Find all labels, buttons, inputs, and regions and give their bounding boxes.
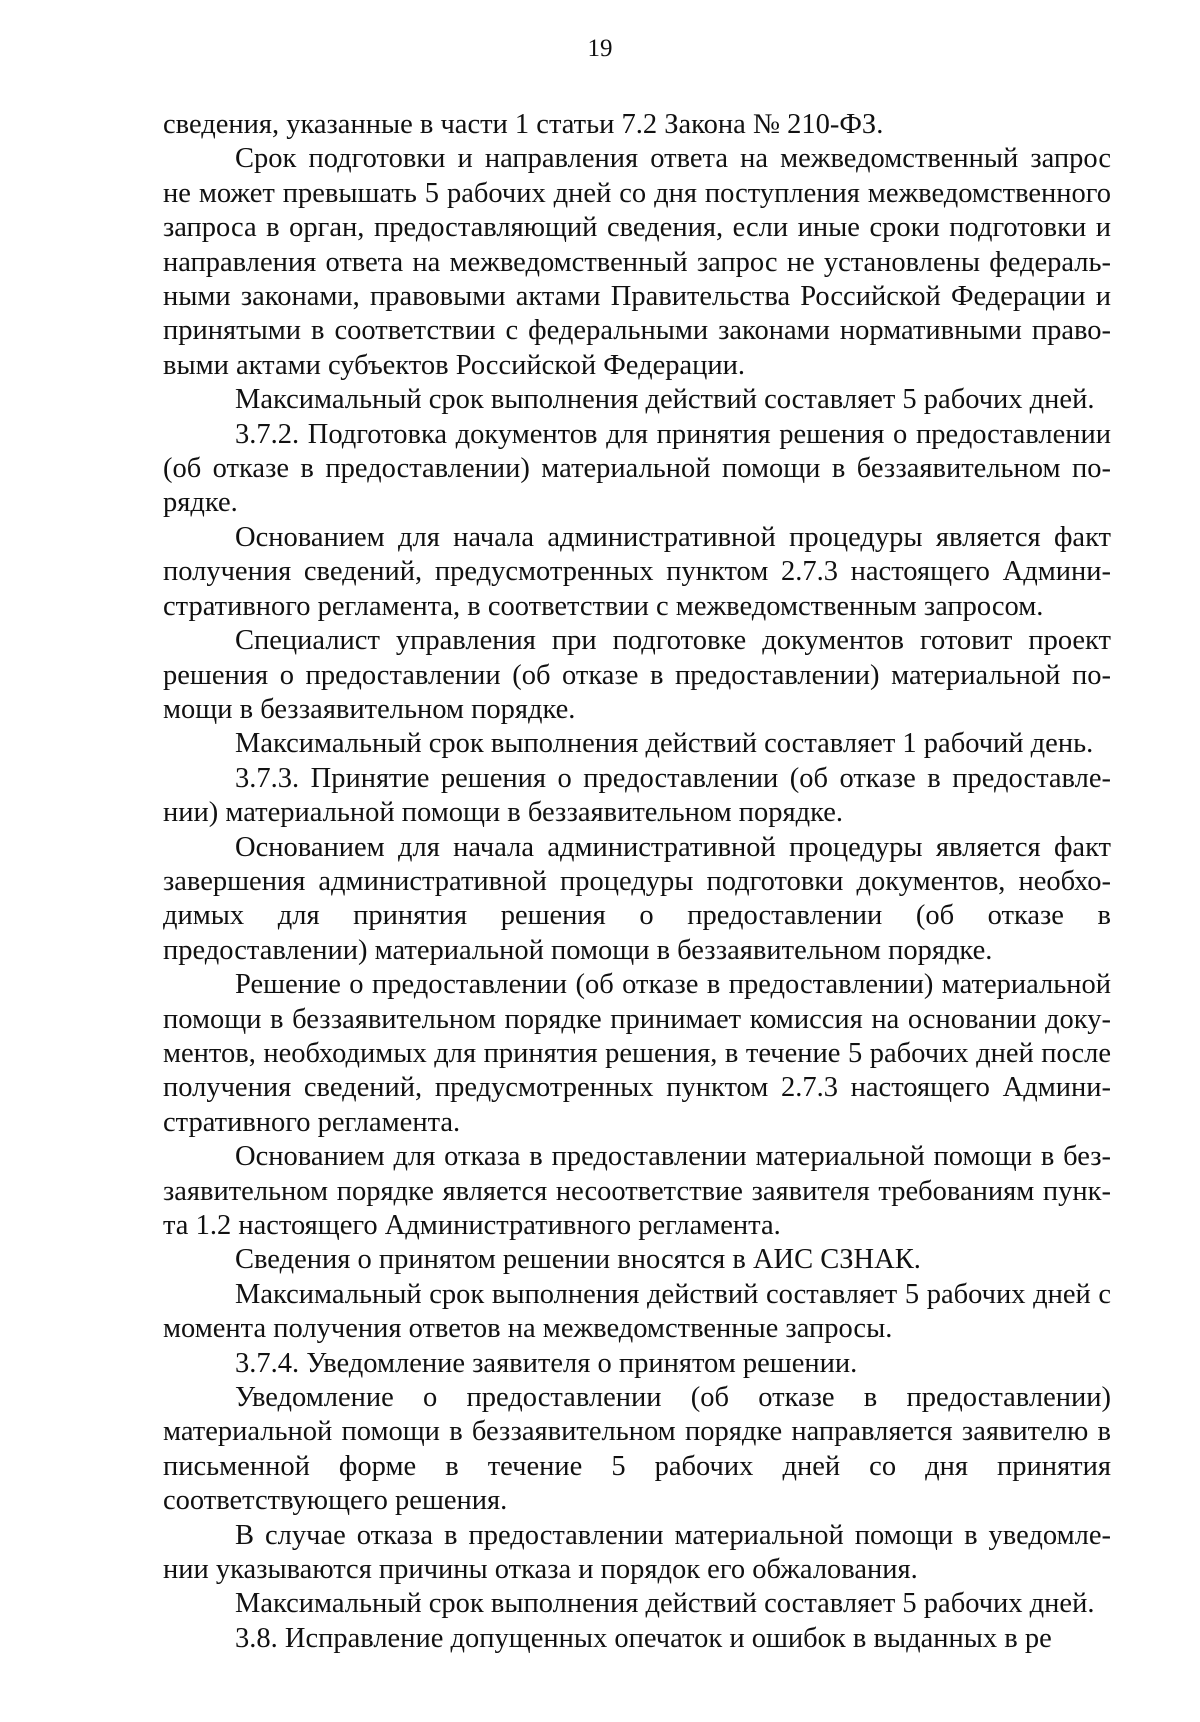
section-heading-3-7-4: 3.7.4. Уведомление заявителя о принятом решении.	[235, 1347, 858, 1379]
paragraph: Специалист управления при подготовке документов готовит проект решения о предоставлении (об отказе в предоставлении) материальной помощи в беззаявительном порядке.	[163, 625, 1111, 725]
paragraph: Основанием для отказа в предоставлении материальной помощи в беззаявительном порядке является несоответствие заявителя требованиям пункта 1.2 настоящего Административного регламента.	[163, 1141, 1111, 1241]
page-number: 19	[587, 35, 613, 62]
section-heading-3-7-3: 3.7.3. Принятие решения о предоставлении (об отказе в предоставлении) материальной помощи в беззаявительном порядке.	[163, 762, 1111, 829]
document-body	[163, 108, 1111, 1656]
paragraph: Решение о предоставлении (об отказе в предоставлении) материальной помощи в беззаявительном порядке принимает комиссия на основании документов, необходимых для принятия решения, в течение 5 рабочих дней после получения сведений, предусмотренных пунктом 2.7.3 настоящего Административного регламента.	[163, 969, 1111, 1138]
section-heading-3-8: 3.8. Исправление допущенных опечаток и ошибок в выданных в ре	[235, 1622, 1052, 1654]
paragraph: Максимальный срок выполнения действий составляет 5 рабочих дней.	[235, 384, 1095, 416]
paragraph: Срок подготовки и направления ответа на межведомственный запрос не может превышать 5 рабочих дней со дня поступления межведомственного запроса в орган, предоставляющий сведения, если иные сроки подготовки и направления ответа на межведомственный запрос не установлены федеральными законами, правовыми актами Правительства Российской Федерации и принятыми в соответствии с федеральными законами нормативными правовыми актами субъектов Российской Федерации.	[163, 143, 1111, 381]
paragraph: Сведения о принятом решении вносятся в АИС СЗНАК.	[235, 1244, 921, 1276]
paragraph: Уведомление о предоставлении (об отказе в предоставлении) материальной помощи в беззаявительном порядке направляется заявителю в письменной форме в течение 5 рабочих дней со дня принятия соответствующего решения.	[163, 1382, 1111, 1517]
section-heading-3-7-2: 3.7.2. Подготовка документов для принятия решения о предоставлении (об отказе в предоставлении) материальной помощи в беззаявительном порядке.	[163, 418, 1111, 519]
paragraph: сведения, указанные в части 1 статьи 7.2 Закона № 210-ФЗ.	[163, 109, 884, 140]
paragraph: Максимальный срок выполнения действий составляет 5 рабочих дней.	[235, 1588, 1095, 1620]
paragraph: Максимальный срок выполнения действий составляет 1 рабочий день.	[235, 728, 1094, 760]
paragraph: Основанием для начала административной процедуры является факт завершения административной процедуры подготовки документов, необходимых для принятия решения о предоставлении (об отказе в предоставлении) материальной помощи в беззаявительном порядке.	[163, 831, 1111, 966]
paragraph: Основанием для начала административной процедуры является факт получения сведений, предусмотренных пунктом 2.7.3 настоящего Административного регламента, в соответствии с межведомственным запросом.	[163, 521, 1111, 622]
paragraph: Максимальный срок выполнения действий составляет 5 рабочих дней с момента получения ответов на межведомственные запросы.	[163, 1278, 1111, 1345]
paragraph: В случае отказа в предоставлении материальной помощи в уведомлении указываются причины отказа и порядок его обжалования.	[163, 1519, 1111, 1586]
